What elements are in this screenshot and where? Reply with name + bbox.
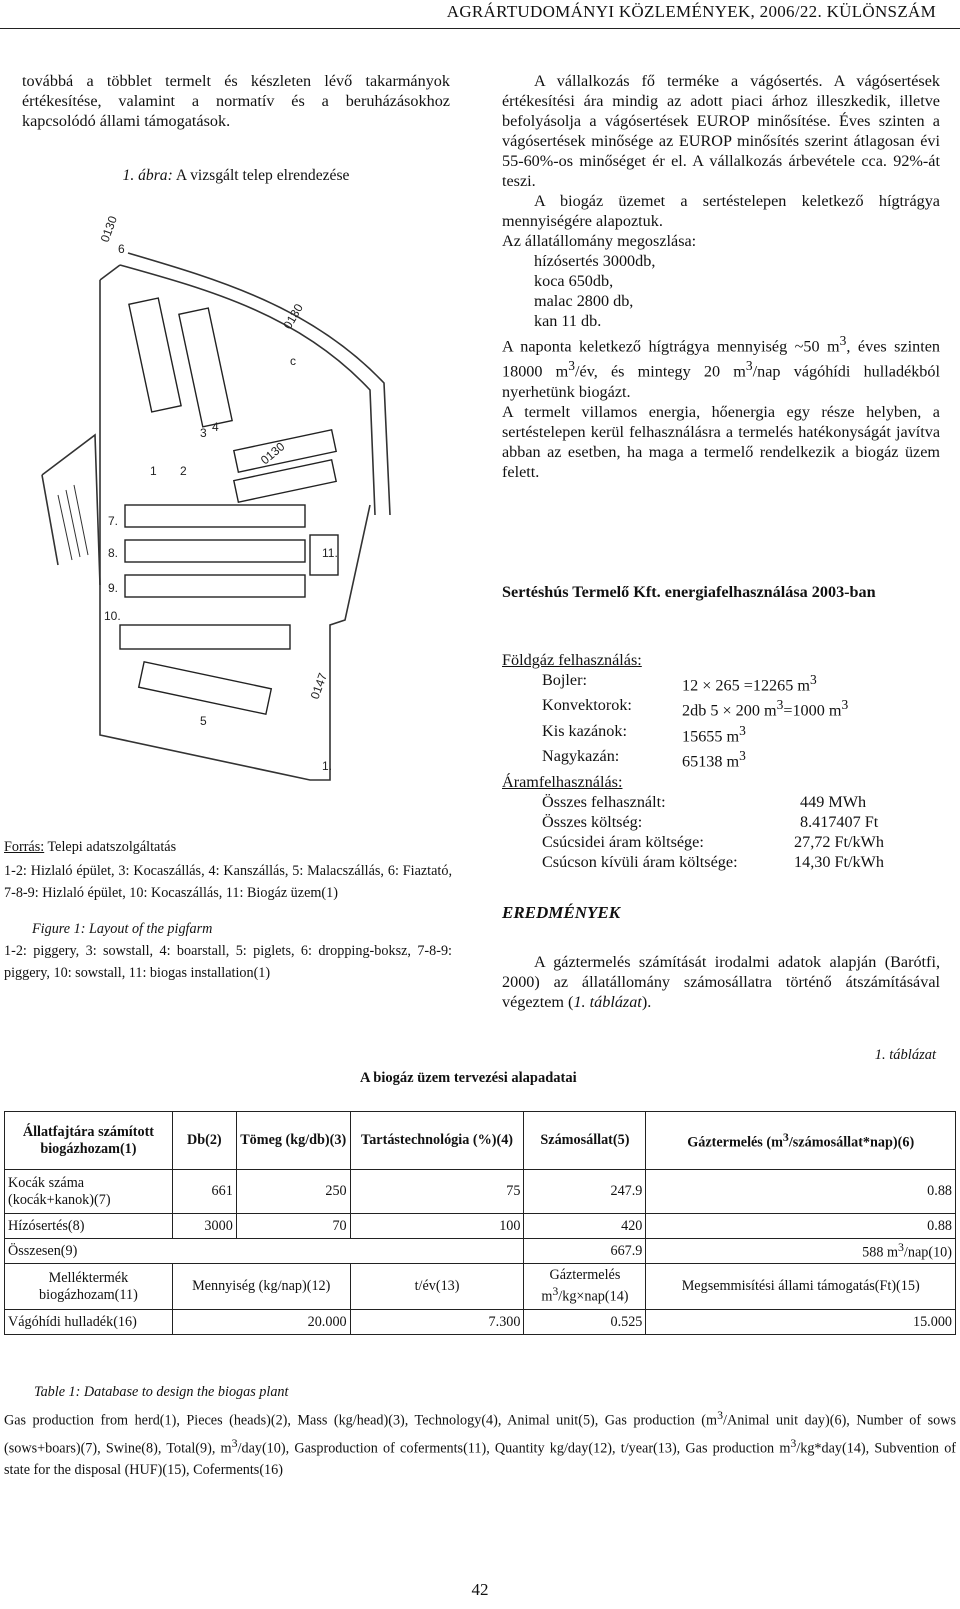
gas-row: Bojler: 12 × 265 =12265 $m^3$ (542, 671, 817, 695)
map-label-11: 11. (322, 546, 338, 560)
energy-title: Sertéshús Termelő Kft. energiafelhasználása 2003-ban (502, 583, 876, 601)
legend-english: 1-2: piggery, 3: sowstall, 4: boarstall, 5: piglets, 6: dropping-boksz, 7-8-9: piggery, 10: sowstall, 11: biogas installation(1) (4, 943, 452, 981)
data-table (4, 1111, 956, 1335)
source-line (4, 836, 452, 858)
table-header: Tartástechnológia (%)(4) (350, 1112, 524, 1170)
building-1 (129, 298, 181, 412)
map-label-2: 2 (180, 464, 187, 478)
power-title: Áramfelhasználás: (502, 772, 623, 791)
map-label-10: 10. (104, 609, 121, 623)
paragraph-main-product: A vállalkozás fő terméke a vágósertés. A vágósertések értékesítési ára mindig az adott piaci árhoz illeszkedik, illetve befolyásolja a vágósertések EUROP minősítése. Éves szinten a vágósertések minősége az EUROP minősítés szerint átlagosan évi 55-60%-os minőséget ér el. A vállalkozás árbevétele cca. 92%-át teszi. (502, 72, 940, 190)
map-label-0130-b: 0130 (280, 301, 306, 332)
power-row: Összes költség: 8.417407 Ft (542, 812, 879, 831)
table-row: Vágóhídi hulladék(16) 20.000 7.300 0.525 15.000 (5, 1310, 956, 1335)
map-label-0147: 0147 (307, 671, 330, 702)
table-header: Tömeg (kg/db)(3) (236, 1112, 350, 1170)
map-label-0130-a: 0130 (97, 214, 120, 245)
map-label-6: 6 (118, 242, 125, 256)
map-label-9: 9. (108, 581, 119, 595)
figure-legend-block (4, 836, 452, 984)
table-row: Hízósertés(8) 3000 70 100 420 0.88 (5, 1214, 956, 1239)
running-header-text: AGRÁRTUDOMÁNYI KÖZLEMÉNYEK, 2006/22. KÜLÖNSZÁM (446, 2, 936, 21)
paragraph-manure: A naponta keletkező hígtrágya mennyiség ~50 $m^3$, éves szinten 18000 $m^3/év$, és mintegy 20 $m^3$/nap vágóhídi hulladékból nyerhetünk biogázt. (502, 333, 940, 401)
table-header: Gáztermelés $(m^3/számosállat*nap)(6)$ (646, 1112, 956, 1170)
table-row: Kocák száma (kocák+kanok)(7) 661 250 75 247.9 0.88 (5, 1170, 956, 1214)
table-label: 1. táblázat (874, 1047, 936, 1063)
right-column (502, 71, 940, 482)
map-label-3: 3 (200, 426, 207, 440)
building-10 (120, 625, 290, 649)
results-heading: EREDMÉNYEK (502, 903, 621, 922)
building-5 (139, 662, 272, 714)
building-9 (125, 575, 305, 597)
gas-row: Konvektorok: 2db 5 × 200 $m^3=1000$ $m^3$ (542, 696, 849, 720)
map-label-1: 1 (150, 464, 157, 478)
table-header: Számosállat(5) (524, 1112, 646, 1170)
gas-row: Nagykazán: 65138 $m^3$ (542, 747, 746, 771)
herd-item: malac 2800 db, (534, 292, 634, 310)
map-label-1b: 1. (322, 759, 333, 773)
table-header: Db(2) (172, 1112, 236, 1170)
page-number: 42 (471, 1580, 489, 1599)
paragraph-energy-use: A termelt villamos energia, hőenergia egy része helyben, a sertéstelepen kerül felhasználásra a termelés hatékonyságát javítva abban az esetben, ha maga a termelő rendelkezik a biogáz üzem felett. (502, 402, 940, 481)
intro-paragraph: továbbá a többlet termelt és készleten lévő takarmányok értékesítése, valamint a normatív és a beruházásokhoz kapcsolódó állami támogatások. (22, 72, 450, 130)
map-label-8: 8. (108, 546, 119, 560)
table-english-title: Table 1: Database to design the biogas plant (34, 1384, 289, 1400)
farm-boundary (100, 280, 370, 780)
building-2 (179, 308, 232, 427)
figure-caption (22, 166, 450, 186)
figure-caption-text: A vizsgált telep elrendezése (175, 167, 350, 184)
herd-item: hízósertés 3000db, (534, 252, 656, 270)
table-header-row (5, 1112, 956, 1170)
map-label-7: 7. (108, 514, 119, 528)
source-label: Forrás: (4, 839, 45, 855)
power-row: Csúcson kívüli áram költsége: 14,30 Ft/kWh (542, 852, 884, 871)
herd-list (502, 251, 940, 331)
header-rule (0, 28, 960, 29)
building-7 (125, 505, 305, 527)
building-8 (125, 540, 305, 562)
field-boundary (42, 435, 100, 585)
building-4 (234, 460, 336, 502)
gas-title: Földgáz felhasználás: (502, 651, 642, 669)
power-row: Csúcsidei áram költsége: 27,72 Ft/kWh (542, 832, 884, 851)
paragraph-biogas-basis: A biogáz üzemet a sertéstelepen keletkező hígtrágya mennyiségére alapoztuk. (502, 192, 940, 230)
paragraph-results: A gáztermelés számítását irodalmi adatok alapján (Barótfi, 2000) az állatállomány számosállatra történő átszámításával végeztem (1. táblázat). (502, 953, 940, 1011)
table-english-legend: Gas production from herd(1), Pieces (heads)(2), Mass (kg/head)(3), Technology(4), Animal unit(5), Gas production ($m^3$/Animal unit day)(6), Number of sows (sows+boars)(7), Swine(8), Total(9), $m^3/day(10)$, Gasproduction of coferments(11), Quantity kg/day(12), t/year(13), Gas production $m^3/kg*day(14)$, Subvention of state for the disposal (HUF)(15), Coferments(16) (4, 1408, 957, 1479)
gas-row: Kis kazánok: 15655 $m^3$ (542, 721, 746, 746)
running-header (0, 0, 960, 30)
map-label-c: c (290, 354, 296, 368)
energy-list (502, 650, 942, 872)
source-text: Telepi adatszolgáltatás (47, 839, 177, 855)
herd-item: koca 650db, (534, 272, 614, 290)
herd-item: kan 11 db. (534, 312, 602, 330)
table-title: A biogáz üzem tervezési alapadatai (360, 1070, 577, 1086)
table-subheader-row: Melléktermék biogázhozam(11) Mennyiség (kg/nap)(12) t/év(13) Gáztermelés $m^3/kg\times nap(14)$ Megsemmisítési állami támogatás(Ft)(15) (5, 1264, 956, 1310)
map-label-0130-c: 0130 (257, 439, 288, 468)
power-row: Összes felhasznált: 449 MWh (542, 792, 867, 811)
site-plan-figure (0, 205, 460, 805)
herd-title: Az állatállomány megoszlása: (502, 232, 697, 250)
table-header: Állatfajtára számított biogázhozam(1) (5, 1112, 173, 1170)
figure-english-title: Figure 1: Layout of the pigfarm (32, 921, 213, 937)
map-label-4: 4 (212, 420, 219, 434)
map-label-5: 5 (200, 714, 207, 728)
figure-caption-prefix: 1. ábra: (122, 167, 173, 184)
table-row: Összesen(9) 667.9 588 $m^3/nap(10)$ (5, 1239, 956, 1264)
legend-hungarian: 1-2: Hizlaló épület, 3: Kocaszállás, 4: Kanszállás, 5: Malacszállás, 6: Fiaztató, 7-8-9: Hizlaló épület, 10: Kocaszállás, 11: Biogáz üzem(1) (4, 863, 452, 901)
